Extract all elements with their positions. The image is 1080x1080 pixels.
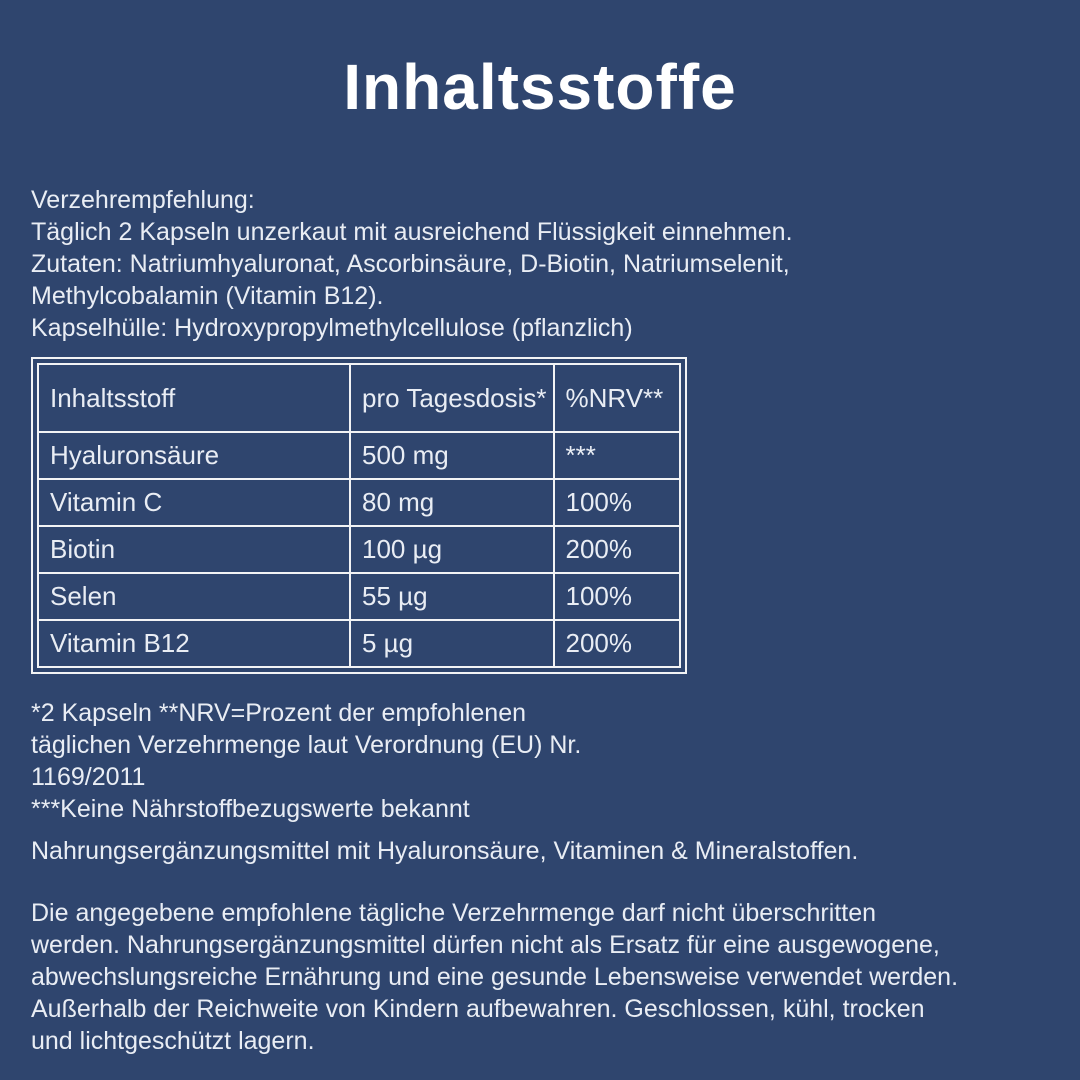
- warning-line: Die angegebene empfohlene tägliche Verzehrmenge darf nicht überschritten: [31, 899, 876, 927]
- warning-text: [31, 897, 1060, 1057]
- table-row: [38, 620, 680, 667]
- intro-line: Täglich 2 Kapseln unzerkaut mit ausreichend Flüssigkeit einnehmen.: [31, 218, 793, 246]
- table-cell: 100 µg: [350, 526, 554, 573]
- warning-line: abwechslungsreiche Ernährung und eine gesunde Lebensweise verwendet werden.: [31, 963, 959, 991]
- footnote-line: *2 Kapseln **NRV=Prozent der empfohlenen: [31, 699, 526, 727]
- warning-line: werden. Nahrungsergänzungsmittel dürfen nicht als Ersatz für eine ausgewogene,: [31, 931, 940, 959]
- footnote-line: 1169/2011: [31, 763, 146, 791]
- page-title: Inhaltsstoffe: [343, 51, 737, 123]
- consumption-and-ingredients-text: [31, 184, 1049, 344]
- table-cell: 80 mg: [350, 479, 554, 526]
- table-row: [38, 573, 680, 620]
- product-description: Nahrungsergänzungsmittel mit Hyaluronsäure, Vitaminen & Mineralstoffen.: [31, 837, 859, 865]
- table-cell: 500 mg: [350, 432, 554, 479]
- header-daily-dose: pro Tagesdosis*: [350, 364, 554, 432]
- table-cell: ***: [554, 432, 681, 479]
- table-cell: Vitamin C: [38, 479, 350, 526]
- table-cell: 200%: [554, 620, 681, 667]
- table-header-row: [38, 364, 680, 432]
- table-cell: 5 µg: [350, 620, 554, 667]
- intro-line: Zutaten: Natriumhyaluronat, Ascorbinsäure, D-Biotin, Natriumselenit,: [31, 250, 790, 278]
- table-cell: Selen: [38, 573, 350, 620]
- table-cell: 200%: [554, 526, 681, 573]
- intro-line: Methylcobalamin (Vitamin B12).: [31, 282, 384, 310]
- intro-line: Kapselhülle: Hydroxypropylmethylcellulose (pflanzlich): [31, 314, 633, 342]
- intro-line: Verzehrempfehlung:: [31, 186, 255, 214]
- ingredients-table-frame: [31, 357, 687, 674]
- header-nrv: %NRV**: [554, 364, 681, 432]
- table-row: [38, 479, 680, 526]
- table-row: [38, 526, 680, 573]
- warning-line: Außerhalb der Reichweite von Kindern aufbewahren. Geschlossen, kühl, trocken: [31, 995, 925, 1023]
- footnote-line: ***Keine Nährstoffbezugswerte bekannt: [31, 795, 470, 823]
- footnote-line: täglichen Verzehrmenge laut Verordnung (EU) Nr.: [31, 731, 582, 759]
- header-ingredient: Inhaltsstoff: [38, 364, 350, 432]
- table-row: [38, 432, 680, 479]
- table-footnotes: [31, 697, 1049, 825]
- table-cell: Biotin: [38, 526, 350, 573]
- table-cell: 55 µg: [350, 573, 554, 620]
- table-cell: Hyaluronsäure: [38, 432, 350, 479]
- warning-line: und lichtgeschützt lagern.: [31, 1027, 315, 1055]
- ingredients-table: [37, 363, 681, 668]
- table-cell: 100%: [554, 573, 681, 620]
- table-cell: 100%: [554, 479, 681, 526]
- table-cell: Vitamin B12: [38, 620, 350, 667]
